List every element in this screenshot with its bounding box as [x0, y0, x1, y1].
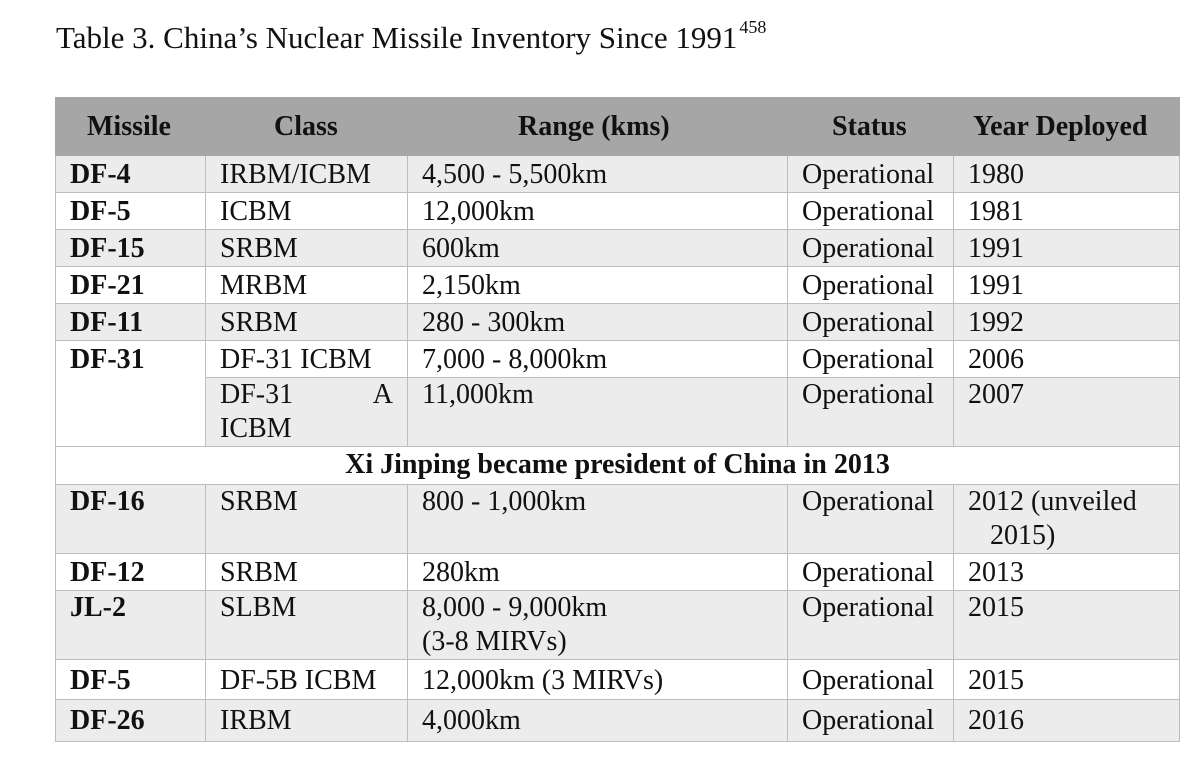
- cell-class: IRBM: [206, 700, 408, 742]
- cell-year: 1991: [954, 230, 1180, 267]
- cell-status: Operational: [788, 660, 954, 700]
- cell-range: 11,000km: [408, 378, 788, 447]
- header-status: Status: [788, 98, 954, 156]
- table-row: [56, 304, 1180, 341]
- table-row: [56, 230, 1180, 267]
- cell-missile: DF-4: [56, 156, 206, 193]
- cell-range: 280 - 300km: [408, 304, 788, 341]
- cell-year: 1980: [954, 156, 1180, 193]
- table-row: [56, 378, 1180, 447]
- cell-class: ICBM: [206, 193, 408, 230]
- cell-class: SRBM: [206, 554, 408, 591]
- table-row: [56, 591, 1180, 660]
- table-row: [56, 267, 1180, 304]
- header-row: [56, 98, 1180, 156]
- class-part-a: DF-31: [220, 379, 294, 410]
- cell-range: 2,150km: [408, 267, 788, 304]
- cell-missile: DF-11: [56, 304, 206, 341]
- cell-year: 1992: [954, 304, 1180, 341]
- cell-status: Operational: [788, 700, 954, 742]
- cell-range: [408, 591, 788, 660]
- cell-missile: DF-5: [56, 660, 206, 700]
- cell-status: Operational: [788, 341, 954, 378]
- cell-year: 2015: [954, 591, 1180, 660]
- cell-missile: DF-12: [56, 554, 206, 591]
- cell-status: Operational: [788, 193, 954, 230]
- table-row: [56, 700, 1180, 742]
- cell-missile: DF-26: [56, 700, 206, 742]
- cell-range: 280km: [408, 554, 788, 591]
- cell-missile: DF-21: [56, 267, 206, 304]
- class-part-b: A: [372, 379, 393, 410]
- cell-year: [954, 485, 1180, 554]
- cell-status: Operational: [788, 378, 954, 447]
- header-range: Range (kms): [408, 98, 788, 156]
- class-part-c: ICBM: [220, 413, 292, 444]
- cell-year: 2015: [954, 660, 1180, 700]
- header-missile: Missile: [56, 98, 206, 156]
- cell-status: Operational: [788, 230, 954, 267]
- range-line-2: (3-8 MIRVs): [422, 626, 567, 657]
- range-line-1: 8,000 - 9,000km: [422, 592, 608, 623]
- cell-class: SRBM: [206, 230, 408, 267]
- cell-year: 2006: [954, 341, 1180, 378]
- cell-range: 800 - 1,000km: [408, 485, 788, 554]
- cell-status: Operational: [788, 554, 954, 591]
- cell-year: 2007: [954, 378, 1180, 447]
- missile-inventory-table: [55, 97, 1180, 742]
- cell-range: 12,000km (3 MIRVs): [408, 660, 788, 700]
- header-class: Class: [206, 98, 408, 156]
- cell-class: IRBM/ICBM: [206, 156, 408, 193]
- year-line-1: 2012 (unveiled: [968, 486, 1137, 517]
- table-row: [56, 485, 1180, 554]
- cell-missile: DF-31: [56, 341, 206, 447]
- table-row: [56, 156, 1180, 193]
- cell-status: Operational: [788, 485, 954, 554]
- cell-missile: DF-5: [56, 193, 206, 230]
- caption-footnote: 458: [739, 17, 767, 37]
- cell-missile: DF-15: [56, 230, 206, 267]
- cell-year: 1981: [954, 193, 1180, 230]
- cell-status: Operational: [788, 156, 954, 193]
- table-row: [56, 341, 1180, 378]
- cell-range: 600km: [408, 230, 788, 267]
- cell-class: DF-31 ICBM: [206, 341, 408, 378]
- cell-class: MRBM: [206, 267, 408, 304]
- table-row: [56, 554, 1180, 591]
- cell-class: [206, 378, 408, 447]
- cell-status: Operational: [788, 591, 954, 660]
- year-line-2: 2015): [990, 520, 1056, 551]
- cell-range: 12,000km: [408, 193, 788, 230]
- cell-missile: DF-16: [56, 485, 206, 554]
- cell-range: 4,500 - 5,500km: [408, 156, 788, 193]
- cell-status: Operational: [788, 304, 954, 341]
- cell-class: SRBM: [206, 485, 408, 554]
- cell-year: 1991: [954, 267, 1180, 304]
- cell-missile: JL-2: [56, 591, 206, 660]
- cell-range: 7,000 - 8,000km: [408, 341, 788, 378]
- caption-text: Table 3. China’s Nuclear Missile Inventory Since 1991: [56, 20, 738, 55]
- table-row: [56, 660, 1180, 700]
- header-year: Year Deployed: [954, 98, 1180, 156]
- note-text: Xi Jinping became president of China in 2013: [56, 447, 1180, 485]
- note-row: [56, 447, 1180, 485]
- table-row: [56, 193, 1180, 230]
- cell-status: Operational: [788, 267, 954, 304]
- class-split-line: [220, 378, 407, 412]
- cell-year: 2013: [954, 554, 1180, 591]
- cell-class: SLBM: [206, 591, 408, 660]
- cell-class: SRBM: [206, 304, 408, 341]
- cell-range: 4,000km: [408, 700, 788, 742]
- table-caption: [56, 16, 766, 60]
- cell-year: 2016: [954, 700, 1180, 742]
- cell-class: DF-5B ICBM: [206, 660, 408, 700]
